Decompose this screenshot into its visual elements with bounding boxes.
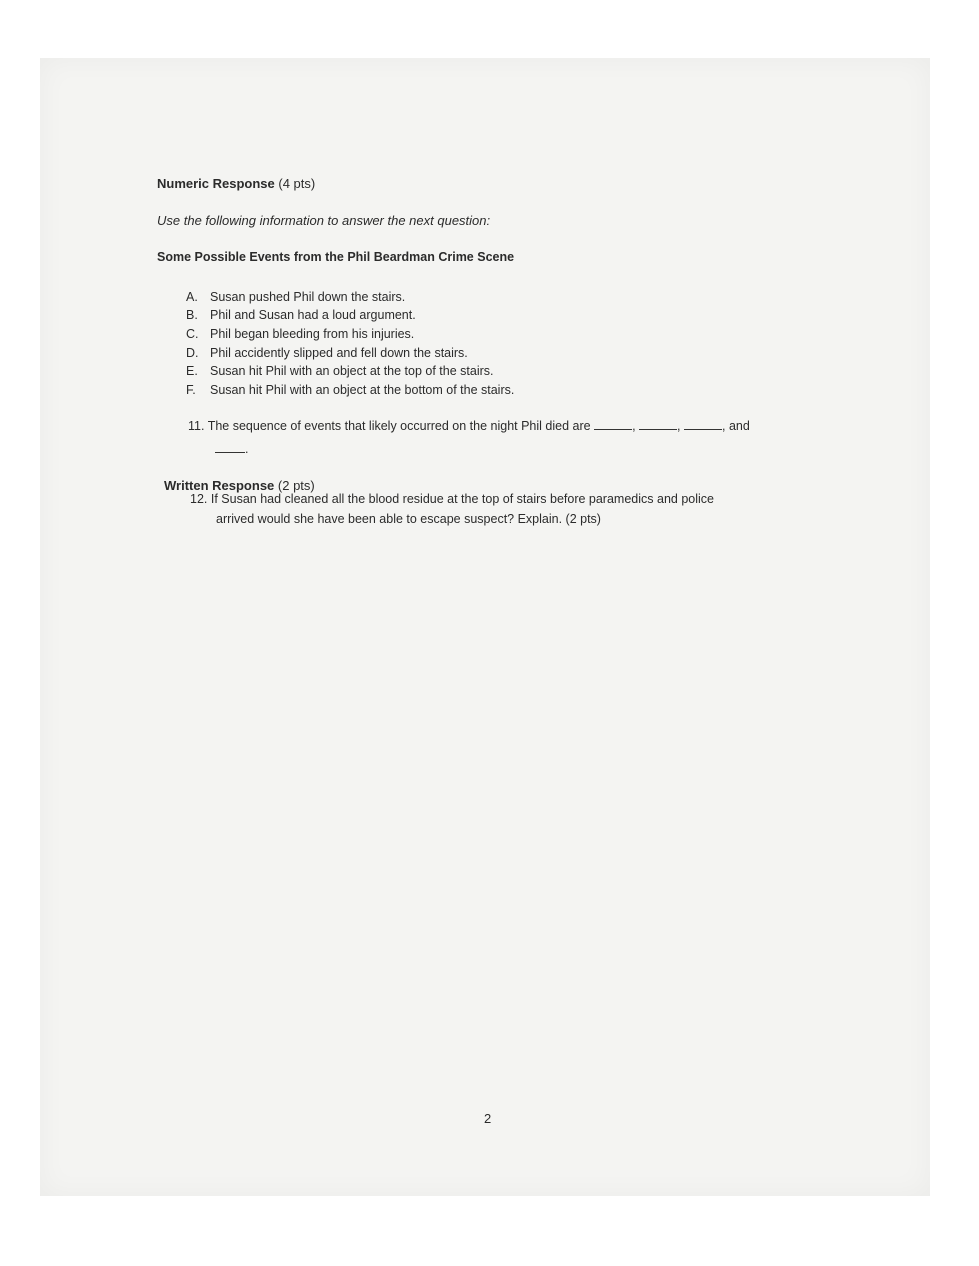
and-text: and <box>728 419 750 433</box>
event-letter: A. <box>186 290 198 304</box>
separator: , <box>722 419 726 433</box>
event-letter: B. <box>186 308 198 322</box>
question-11 <box>188 419 750 433</box>
event-item-c <box>186 327 414 341</box>
event-item-f <box>186 383 514 397</box>
separator: , <box>632 419 636 433</box>
separator: , <box>677 419 681 433</box>
question-12 <box>190 492 714 506</box>
question-text-line1: If Susan had cleaned all the blood residue at the top of stairs before paramedics and police <box>210 492 714 506</box>
question-text: The sequence of events that likely occurred on the night Phil died are <box>207 419 591 433</box>
page-number: 2 <box>484 1111 492 1126</box>
event-letter: D. <box>186 346 199 360</box>
numeric-response-points: (4 pts) <box>278 176 316 191</box>
numeric-response-heading: Numeric Response <box>157 176 275 191</box>
event-item-a <box>186 290 405 304</box>
event-text: Susan hit Phil with an object at the top of the stairs. <box>210 364 494 378</box>
events-title: Some Possible Events from the Phil Beardman Crime Scene <box>157 250 515 264</box>
event-letter: E. <box>186 364 198 378</box>
answer-blank-2[interactable] <box>639 419 677 430</box>
event-text: Susan pushed Phil down the stairs. <box>210 290 406 304</box>
written-response-heading: Written Response <box>164 478 275 493</box>
answer-blank-3[interactable] <box>684 419 722 430</box>
question-number: 11. <box>188 419 205 433</box>
event-text: Phil and Susan had a loud argument. <box>210 308 416 322</box>
event-text: Susan hit Phil with an object at the bottom of the stairs. <box>210 383 515 397</box>
event-text: Phil began bleeding from his injuries. <box>210 327 415 341</box>
event-item-d <box>186 346 468 360</box>
question-12-line2: arrived would she have been able to escape suspect? Explain. (2 pts) <box>216 512 601 526</box>
instruction-text: Use the following information to answer the next question: <box>157 213 491 228</box>
question-number: 12. <box>190 492 208 506</box>
event-text: Phil accidently slipped and fell down the stairs. <box>210 346 468 360</box>
answer-blank-1[interactable] <box>594 419 632 430</box>
written-response-header <box>164 478 315 493</box>
numeric-response-header <box>157 176 315 191</box>
answer-blank-4[interactable] <box>215 442 245 453</box>
end-period: . <box>245 442 249 456</box>
paper-sheet <box>40 58 930 1196</box>
written-response-points: (2 pts) <box>277 478 315 493</box>
event-letter: F. <box>186 383 196 397</box>
event-item-b <box>186 308 416 322</box>
question-11-last-blank <box>215 442 248 456</box>
event-item-e <box>186 364 494 378</box>
event-letter: C. <box>186 327 199 341</box>
